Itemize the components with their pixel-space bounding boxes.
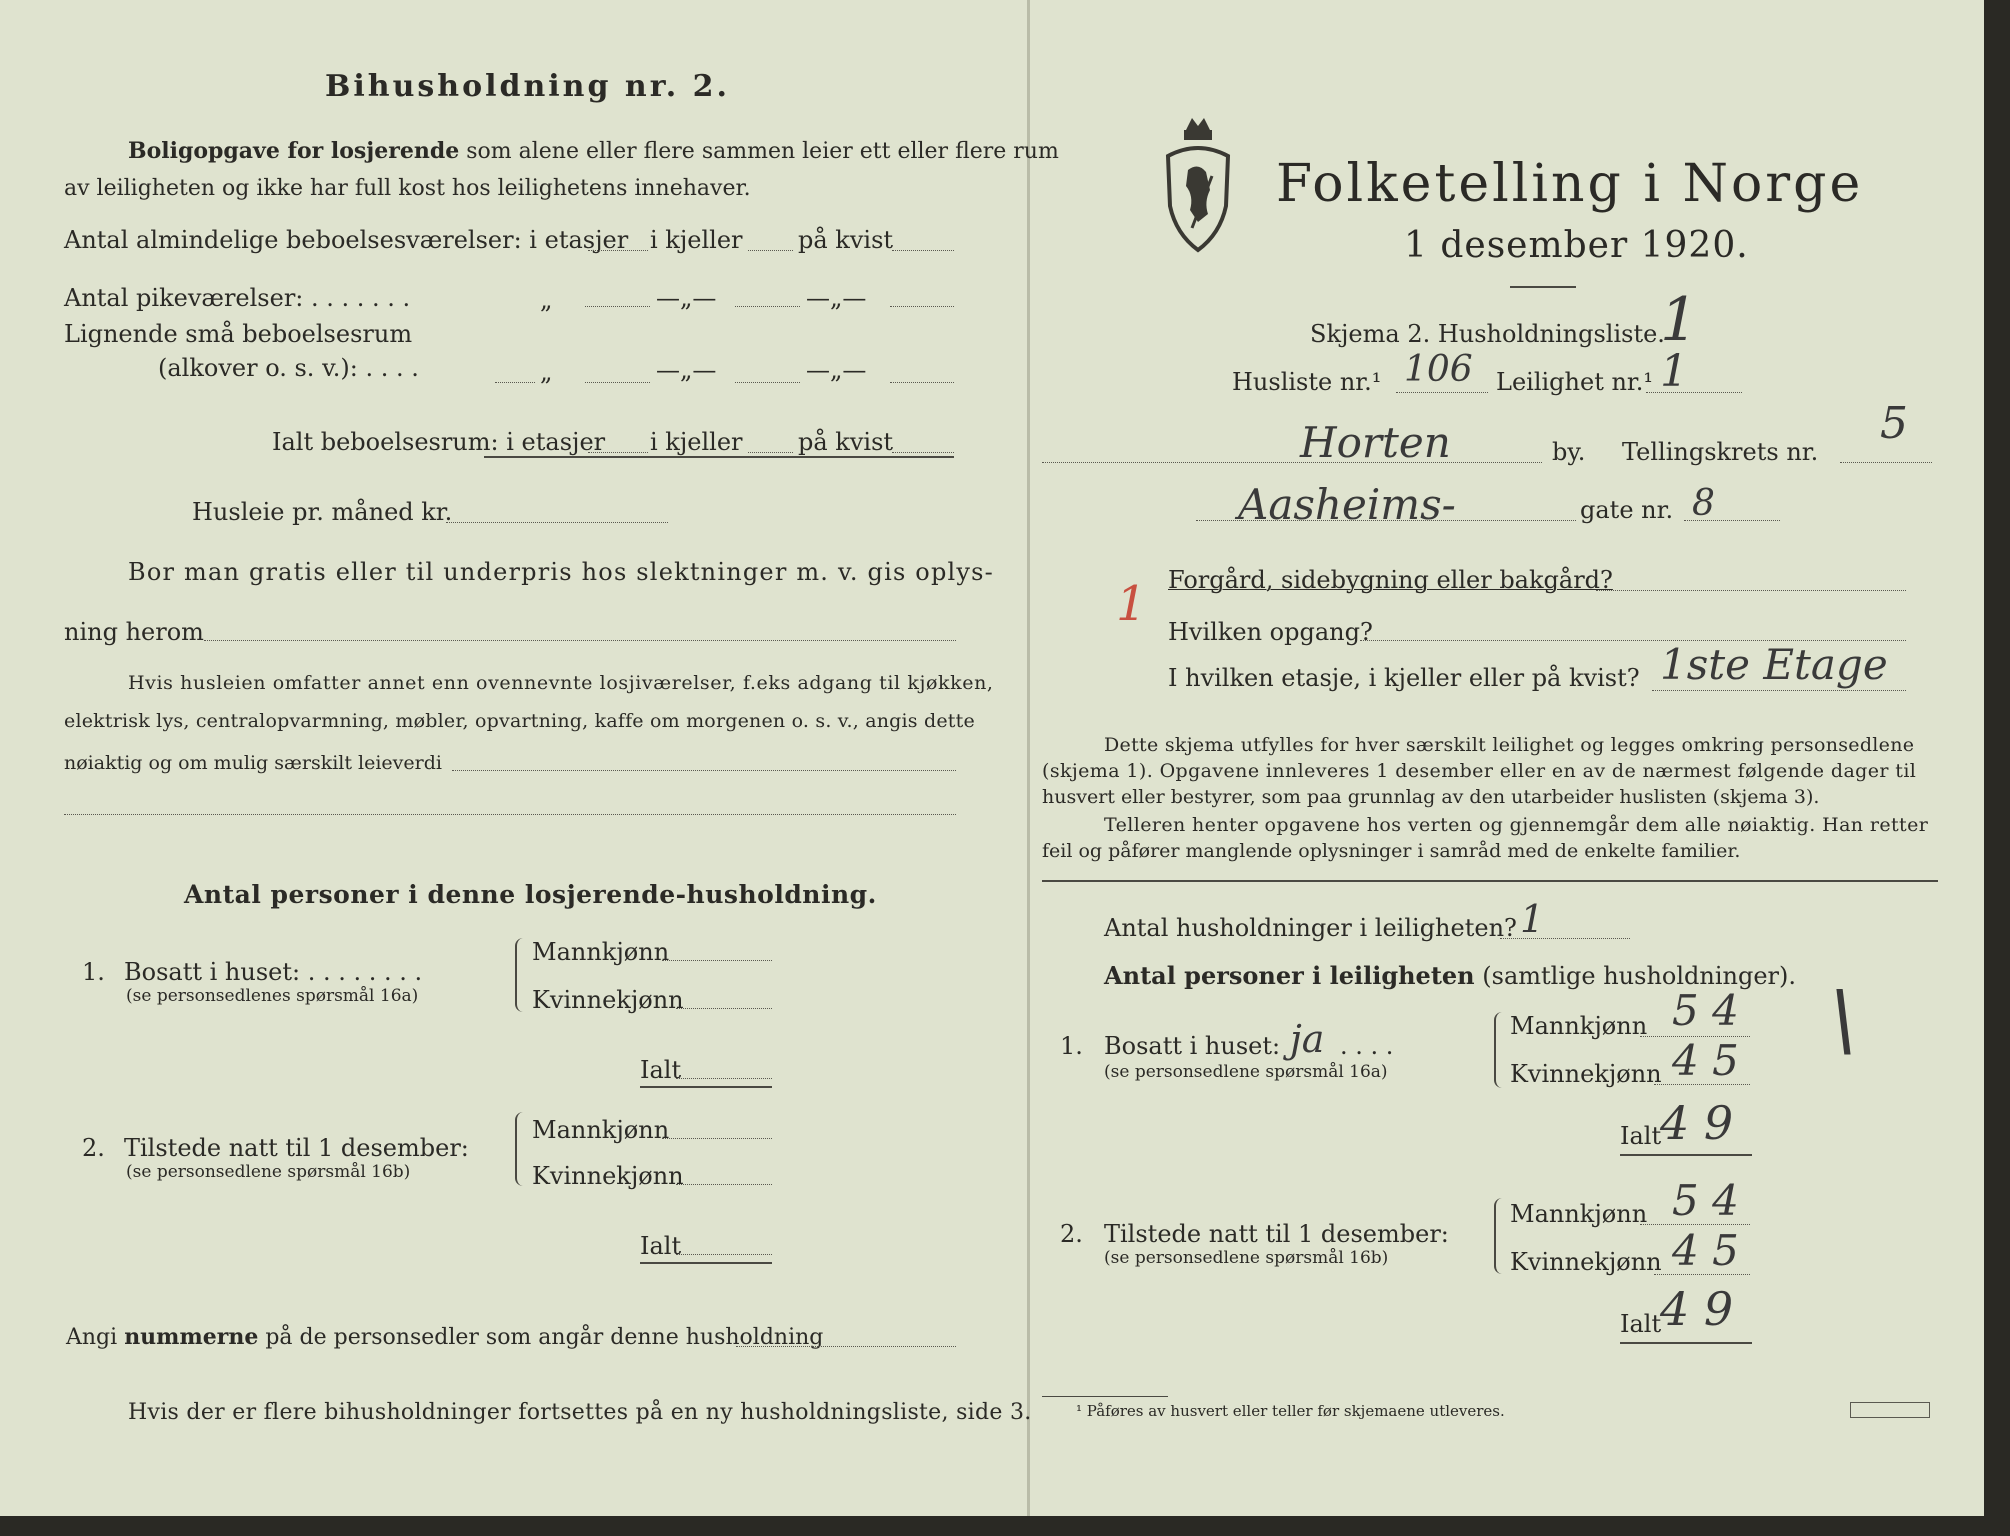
left-antal-heading: Antal personer i denne losjerende-husholdning. (184, 880, 877, 909)
line-alkover-kvist[interactable] (890, 382, 954, 383)
right-q1-brace (1494, 1012, 1506, 1088)
instr-line-3: husvert eller bestyrer, som paa grunnlag av den utarbeider huslisten (skjema 3). (1042, 786, 1820, 808)
gratis-line-2: ning herom (64, 618, 204, 646)
left-q2-sub: (se personsedlene spørsmål 16b) (126, 1162, 411, 1182)
line-pike-kjeller[interactable] (735, 306, 800, 307)
instr-line-4: Telleren henter opgavene hos verten og gjennemgår dem alle nøiaktig. Han retter (1104, 814, 1929, 836)
intro-rest: som alene eller flere sammen leier ett eller flere rum (466, 139, 1059, 164)
line-angi[interactable] (736, 1346, 956, 1347)
left-q2-kvinne-line[interactable] (676, 1184, 772, 1185)
right-q2-mann-line (1640, 1224, 1750, 1225)
line-kjeller-1[interactable] (748, 250, 793, 251)
right-q2-label: Tilstede natt til 1 desember: (1104, 1220, 1449, 1248)
city-line (1042, 462, 1542, 463)
line-ialt-kjeller[interactable] (748, 452, 793, 453)
line-pike-kvist[interactable] (890, 306, 954, 307)
left-q1-brace (515, 938, 527, 1012)
antal-husholdninger-value[interactable]: 1 (1520, 897, 1545, 941)
tellingskrets-value[interactable]: 5 (1880, 398, 1908, 449)
left-q2-label: Tilstede natt til 1 desember: (124, 1134, 469, 1162)
row-lignende: Lignende små beboelsesrum (64, 320, 413, 348)
forgard-mark: 1 (1116, 576, 1147, 632)
left-q1-num: 1. (82, 958, 105, 986)
left-q2-ialt-rule (640, 1262, 772, 1264)
left-q2-kvinne-label: Kvinnekjønn (532, 1162, 684, 1190)
label-i-kjeller-1: i kjeller (650, 226, 743, 254)
instr-line-5: feil og påfører manglende oplysninger i samråd med de enkelte familier. (1042, 840, 1741, 862)
gate-value[interactable]: 8 (1692, 483, 1715, 524)
angi-line (66, 1326, 823, 1349)
section-rule (1042, 880, 1938, 882)
scan-edge-right (1984, 0, 2010, 1536)
line-pike-etasjer[interactable] (585, 306, 650, 307)
gratis-line-1: Bor man gratis eller til underpris hos slektninger m. v. gis oplys- (128, 558, 994, 586)
left-q2-brace (515, 1112, 527, 1186)
note-line-1: Hvis husleien omfatter annet enn ovennevnte losjiværelser, f.eks adgang til kjøkken, (128, 672, 994, 694)
right-title: Folketelling i Norge (1276, 154, 1864, 214)
city-value[interactable]: Horten (1300, 418, 1451, 467)
row-pikevaerelser: Antal pikeværelser: . . . . . . . (64, 284, 411, 312)
intro-line-2: av leiligheten og ikke har full kost hos leilighetens innehaver. (64, 176, 751, 201)
intro-line-1 (128, 140, 1059, 163)
center-fold (1027, 0, 1030, 1536)
row-almindelige: Antal almindelige beboelsesværelser: i etasjer (64, 226, 629, 254)
husleie-label: Husleie pr. måned kr. (192, 498, 453, 526)
date-rule (1510, 286, 1576, 288)
right-q1-ialt-value[interactable]: 4 9 (1660, 1096, 1734, 1150)
ditto-dash-4: —„— (806, 356, 867, 384)
line-alkover-etasjer[interactable] (585, 382, 650, 383)
right-date: 1 desember 1920. (1404, 225, 1749, 266)
skjema-label: Skjema 2. Husholdningsliste. (1310, 320, 1665, 348)
scan-edge-bottom (0, 1516, 2010, 1536)
husliste-line (1396, 392, 1488, 393)
ditto-1: „ (540, 286, 553, 314)
line-leieverdi-2[interactable] (64, 814, 956, 815)
forgard-question: Forgård, sidebygning eller bakgård? (1168, 566, 1613, 594)
line-gratis[interactable] (204, 640, 956, 641)
antal-husholdninger-question: Antal husholdninger i leiligheten? (1104, 914, 1517, 942)
instr-line-2: (skjema 1). Opgavene innleveres 1 desember eller en av de nærmest følgende dager til (1042, 760, 1917, 782)
left-q2-mann-line[interactable] (662, 1138, 772, 1139)
ditto-dash-1: —„— (656, 284, 717, 312)
left-q2-num: 2. (82, 1134, 105, 1162)
right-q1-sub: (se personsedlene spørsmål 16a) (1104, 1062, 1388, 1082)
opgang-question: Hvilken opgang? (1168, 618, 1373, 646)
line-ialt-kvist[interactable] (892, 452, 954, 453)
etasje-line (1652, 690, 1906, 691)
line-ialt-etasjer[interactable] (588, 452, 648, 453)
rule-ialt (484, 456, 954, 458)
left-q1-label: Bosatt i huset: . . . . . . . . (124, 958, 423, 986)
right-q1-mann-value[interactable]: 5 4 (1672, 986, 1739, 1035)
angi-rest: på de personsedler som angår denne husholdning (265, 1325, 824, 1350)
left-q2-mann-label: Mannkjønn (532, 1116, 670, 1144)
antal-personer-line (1104, 961, 1797, 990)
left-q1-kvinne-line[interactable] (676, 1008, 772, 1009)
leilighet-value[interactable]: 1 (1660, 346, 1688, 397)
right-q1-ialt-rule (1620, 1154, 1752, 1156)
etasje-value[interactable]: 1ste Etage (1660, 640, 1888, 689)
right-q2-sub: (se personsedlene spørsmål 16b) (1104, 1248, 1389, 1268)
left-q1-ialt-line[interactable] (676, 1078, 772, 1079)
ditto-dash-2: —„— (806, 284, 867, 312)
left-q1-ialt-rule (640, 1086, 772, 1088)
line-kvist-1[interactable] (892, 250, 954, 251)
right-q1-kvinne-label: Kvinnekjønn (1510, 1060, 1662, 1088)
label-paa-kvist-2: på kvist (798, 428, 894, 456)
angi-pre: Angi (66, 1325, 118, 1350)
left-q2-ialt-line[interactable] (676, 1254, 772, 1255)
footnote-rule (1042, 1396, 1168, 1397)
angi-bold: nummerne (124, 1324, 259, 1350)
left-q1-mann-line[interactable] (662, 960, 772, 961)
footnote: ¹ Påføres av husvert eller teller før skjemaene utleveres. (1076, 1402, 1505, 1420)
left-q1-ialt-label: Ialt (640, 1056, 682, 1084)
instr-line-1: Dette skjema utfylles for hver særskilt leilighet og legges omkring personsedlene (1104, 734, 1915, 756)
right-q1-kvinne-value[interactable]: 4 5 (1672, 1036, 1739, 1085)
right-q2-ialt-label: Ialt (1620, 1310, 1662, 1338)
row-alkover: (alkover o. s. v.): . . . . (158, 354, 419, 382)
etasje-question: I hvilken etasje, i kjeller eller på kvist? (1168, 664, 1640, 692)
ditto-2: „ (540, 358, 553, 386)
gate-label: gate nr. (1580, 496, 1674, 524)
note-line-3: nøiaktig og om mulig særskilt leieverdi (64, 752, 442, 774)
leilighet-label: Leilighet nr.¹ (1496, 368, 1654, 396)
ditto-dash-3: —„— (656, 356, 717, 384)
right-q2-mann-value[interactable]: 5 4 (1672, 1176, 1739, 1225)
by-label: by. (1552, 438, 1586, 466)
forgard-line[interactable] (1596, 590, 1906, 591)
left-q2-ialt-label: Ialt (640, 1232, 682, 1260)
label-paa-kvist-1: på kvist (798, 226, 894, 254)
left-footer: Hvis der er flere bihusholdninger fortsettes på en ny husholdningsliste, side 3. (128, 1400, 1032, 1425)
check-mark: \ (1830, 973, 1857, 1066)
antal-personer-bold: Antal personer i leiligheten (1104, 961, 1475, 990)
printer-stamp (1850, 1402, 1930, 1418)
right-q1-num: 1. (1060, 1032, 1083, 1060)
gate-line (1684, 520, 1780, 521)
right-q2-kvinne-value[interactable]: 4 5 (1672, 1226, 1739, 1275)
husliste-value[interactable]: 106 (1404, 349, 1473, 390)
antal-husholdninger-line (1500, 938, 1630, 939)
right-q2-num: 2. (1060, 1220, 1083, 1248)
right-q1-dots: . . . . (1340, 1032, 1394, 1060)
right-q1-label: Bosatt i huset: (1104, 1032, 1281, 1060)
line-alkover-pre (495, 382, 535, 383)
right-q2-mann-label: Mannkjønn (1510, 1200, 1648, 1228)
right-q1-ialt-label: Ialt (1620, 1122, 1662, 1150)
right-q2-brace (1494, 1198, 1506, 1274)
label-i-kjeller-2: i kjeller (650, 428, 743, 456)
left-title: Bihusholdning nr. 2. (325, 69, 730, 104)
tellingskrets-label: Tellingskrets nr. (1622, 438, 1819, 466)
row-ialt-beboelsesrum: Ialt beboelsesrum: i etasjer (272, 428, 606, 456)
right-q2-ialt-rule (1620, 1342, 1752, 1344)
street-value[interactable]: Aasheims- (1238, 480, 1456, 529)
left-q1-sub: (se personsedlenes spørsmål 16a) (126, 986, 419, 1006)
right-q1-hw: ja (1290, 1017, 1325, 1061)
left-q1-kvinne-label: Kvinnekjønn (532, 986, 684, 1014)
intro-bold: Boligopgave for losjerende (128, 138, 460, 164)
left-q1-mann-label: Mannkjønn (532, 938, 670, 966)
right-q1-kvinne-line (1654, 1084, 1750, 1085)
right-q2-ialt-value[interactable]: 4 9 (1660, 1282, 1734, 1336)
tellingskrets-line (1840, 462, 1932, 463)
skjema-hw: 1 (1660, 285, 1699, 355)
husliste-label: Husliste nr.¹ (1232, 368, 1382, 396)
line-alkover-kjeller[interactable] (735, 382, 800, 383)
line-etasjer-1[interactable] (588, 250, 648, 251)
coat-of-arms-emblem (1158, 110, 1238, 258)
note-line-2: elektrisk lys, centralopvarmning, møbler, opvartning, kaffe om morgenen o. s. v., angis dette (64, 710, 975, 732)
leilighet-line (1646, 392, 1742, 393)
antal-personer-rest: (samtlige husholdninger). (1482, 962, 1797, 990)
right-q2-kvinne-label: Kvinnekjønn (1510, 1248, 1662, 1276)
line-husleie[interactable] (446, 522, 668, 523)
right-q2-kvinne-line (1654, 1274, 1750, 1275)
line-leieverdi[interactable] (452, 770, 956, 771)
right-q1-mann-label: Mannkjønn (1510, 1012, 1648, 1040)
